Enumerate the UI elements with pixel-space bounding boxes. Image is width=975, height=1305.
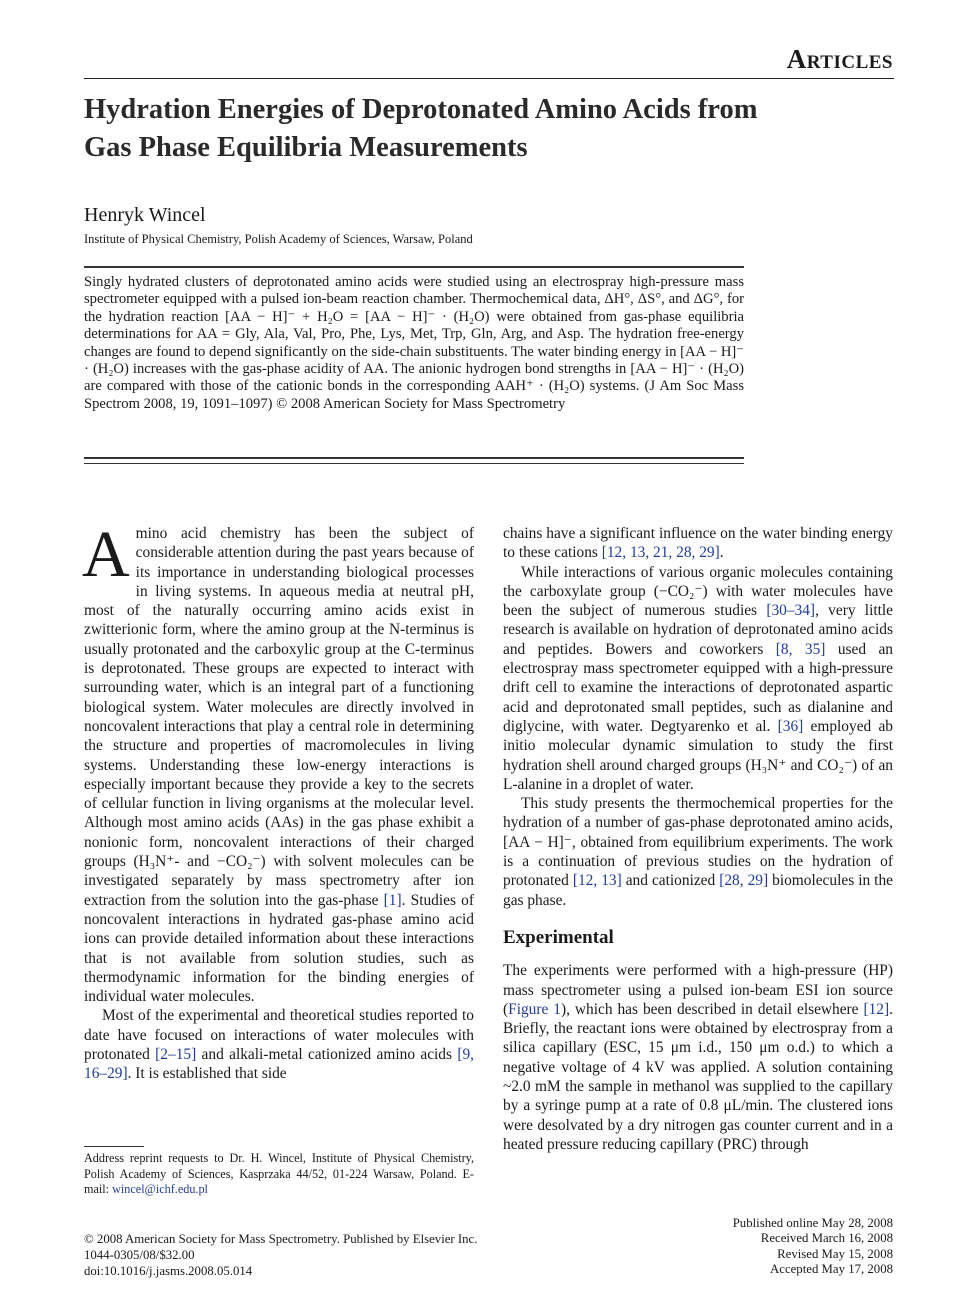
- doi-line: doi:10.1016/j.jasms.2008.05.014: [84, 1264, 253, 1278]
- paragraph-text: and cationized: [621, 872, 720, 890]
- citation-link[interactable]: [9, 16–29]: [84, 1046, 474, 1083]
- citation-link[interactable]: [12]: [863, 1000, 890, 1018]
- paragraph-text: employed ab initio molecular dynamic simulation to study the first hydration shell around charged groups (H₃N⁺ and CO₂⁻) of an L-alanine in a droplet of water.: [503, 717, 893, 793]
- figure-link[interactable]: Figure 1: [508, 1000, 561, 1018]
- citation-link[interactable]: [30–34]: [766, 602, 816, 620]
- paragraph-text: , very little research is available on hydration of deprotonated amino acids and peptides. Bowers and coworkers: [503, 602, 893, 658]
- paragraph-text: Most of the experimental and theoretical studies reported to date have focused on interactions of water molecules with protonated: [84, 1007, 474, 1064]
- copyright-line: © 2008 American Society for Mass Spectrometry. Published by Elsevier Inc.: [84, 1232, 478, 1246]
- email-link[interactable]: wincel@ichf.edu.pl: [112, 1182, 208, 1197]
- paragraph-text: . Briefly, the reactant ions were obtained by electrospray from a silica capillary (ESC, 15 μm i.d., 150 μm o.d.) to which a negative voltage of 4 kV was applied. A solution containing ~2.0 mM the sample in methanol was supplied to the capillary by a syringe pump at a rate of 0.8 μL/min. The clustered ions were desolvated by a dry nitrogen gas counter current and in a heated pressure reducing capillary (PRC) through: [503, 1000, 893, 1153]
- paragraph-text: mino acid chemistry has been the subject of considerable attention during the past years because of its importance in understanding biological processes in living systems. In aqueous media at neutral pH, most of the naturally occurring amino acids exist in zwitterionic form, where the amino group at the N-terminus is usually protonated and the carboxylic group at the C-terminus is deprotonated. These groups are expected to interact with surrounding water, which is an integral part of a functioning biological system. Water molecules are directly involved in noncovalent interactions that play a central role in determining the structure and properties of macromolecules in living systems. Understanding these low-energy interactions is especially important because they provide a key to the secrets of cellular function in living organisms at the molecular level. Although most amino acids (AAs) in the gas phase exhibit a nonionic form, noncovalent interactions of their charged groups (H₃N⁺- and −CO₂⁻) with solvent molecules can be investigated separately by mass spectrometry after ion extraction from the solution into the gas-phase: [84, 525, 474, 909]
- section-heading-experimental: Experimental: [503, 926, 614, 948]
- revised-date: Revised May 15, 2008: [777, 1246, 893, 1261]
- intro-paragraph-1: [82, 518, 474, 1006]
- article-dates: [733, 1216, 893, 1278]
- paragraph-text: . Studies of noncovalent interactions in hydrated gas-phase amino acid ions can provide detailed information about these interactions that is not available from solution studies, such as thermodynamic information for the binding energies of individual water molecules.: [84, 891, 474, 1006]
- intro-paragraph-2-continued: [503, 524, 893, 563]
- issn-line: 1044-0305/08/$32.00: [84, 1248, 195, 1262]
- article-title: Hydration Energies of Deprotonated Amino Acids from Gas Phase Equilibria Measurements: [84, 94, 758, 163]
- footnote-text: Address reprint requests to Dr. H. Wincel, Institute of Physical Chemistry, Polish Academy of Sciences, Kasprzaka 44/52, 01-224 Warsaw, Poland. E-mail:: [84, 1151, 474, 1197]
- citation-link[interactable]: [12, 13]: [572, 872, 622, 890]
- accepted-date: Accepted May 17, 2008: [770, 1262, 893, 1277]
- footnote-rule: [84, 1146, 144, 1147]
- paragraph-text: While interactions of various organic molecules containing the carboxylate group (−CO₂⁻) with water molecules have been the subject of numerous studies: [503, 563, 893, 620]
- footnote: [84, 1151, 474, 1198]
- paragraph-text: and alkali-metal cationized amino acids: [196, 1046, 458, 1064]
- citation-link[interactable]: [12, 13, 21, 28, 29]: [601, 544, 720, 562]
- header-rule: [84, 78, 894, 79]
- intro-paragraph-2: [84, 1006, 474, 1083]
- published-date: Published online May 28, 2008: [732, 1216, 893, 1230]
- paragraph-text: . It is established that side: [127, 1065, 287, 1083]
- paragraph-text: ), which has been described in detail elsewhere: [560, 1000, 864, 1018]
- body-column-right: [503, 524, 893, 1154]
- section-label: Articles: [786, 44, 893, 74]
- citation-link[interactable]: [36]: [777, 717, 804, 735]
- citation-link[interactable]: [28, 29]: [719, 872, 769, 890]
- paragraph-text: used an electrospray mass spectrometer equipped with a high-pressure drift cell to examine the interactions of deprotonated aspartic acid and deprotonated small peptides, such as dialanine and diglycine, with water. Degtyarenko et al.: [503, 640, 893, 735]
- abstract: Singly hydrated clusters of deprotonated amino acids were studied using an electrospray high-pressure mass spectrometer equipped with a pulsed ion-beam reaction chamber. Thermochemical data, ΔH°, ΔS°, and ΔG°, for the hydration reaction [AA − H]⁻ + H₂O = [AA − H]⁻ · (H₂O) were obtained from gas-phase equilibria determinations for AA = Gly, Ala, Val, Pro, Phe, Lys, Met, Trp, Gln, Arg, and Asp. The hydration free-energy changes are found to depend significantly on the side-chain substituents. The water binding energy in [AA − H]⁻ · (H₂O) increases with the gas-phase acidity of AA. The anionic hydrogen bond strengths in [AA − H]⁻ · (H₂O) are compared with those of the cationic bonds in the corresponding AAH⁺ · (H₂O) systems. (J Am Soc Mass Spectrom 2008, 19, 1091–1097) © 2008 American Society for Mass Spectrometry: [84, 274, 744, 412]
- publication-info: [84, 1231, 477, 1279]
- citation-link[interactable]: [2–15]: [155, 1046, 197, 1064]
- paragraph-text: This study presents the thermochemical properties for the hydration of a number of gas-phase deprotonated amino acids, [AA − H]⁻, obtained from equilibrium experiments. The work is a continuation of previous studies on the hydration of protonated: [503, 795, 893, 890]
- paragraph-text: biomolecules in the gas phase.: [503, 872, 893, 909]
- body-column-left: [82, 518, 474, 1084]
- citation-link[interactable]: [8, 35]: [775, 640, 826, 658]
- paragraph-text: The experiments were performed with a high-pressure (HP) mass spectrometer using a pulsed ion-beam ESI ion source (: [503, 962, 893, 1018]
- intro-paragraph-3: [503, 563, 893, 795]
- author-affiliation: Institute of Physical Chemistry, Polish Academy of Sciences, Warsaw, Poland: [84, 232, 473, 246]
- drop-cap: A: [82, 518, 130, 591]
- experimental-paragraph-1: [503, 961, 893, 1154]
- abstract-bottom-rule: [84, 457, 744, 459]
- citation-link[interactable]: [1]: [383, 891, 402, 909]
- abstract-top-rule: [84, 266, 744, 268]
- author-name: Henryk Wincel: [84, 204, 206, 226]
- paragraph-text: chains have a significant influence on the water binding energy to these cations: [503, 525, 893, 562]
- intro-paragraph-4: [503, 794, 893, 910]
- abstract-bottom-rule-thin: [84, 463, 744, 464]
- paragraph-text: .: [719, 544, 724, 562]
- received-date: Received March 16, 2008: [760, 1231, 893, 1246]
